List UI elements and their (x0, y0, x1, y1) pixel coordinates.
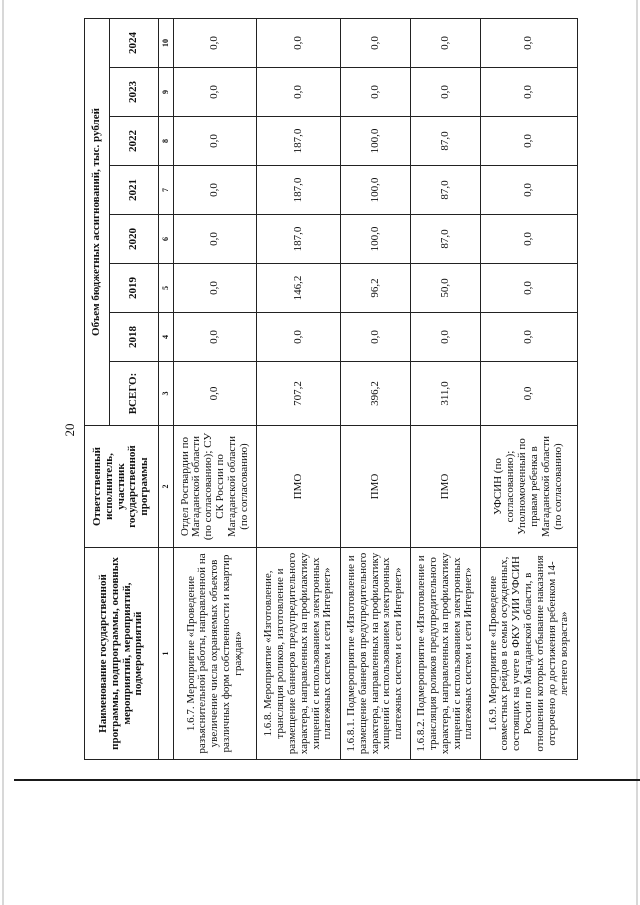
scan-edge-left (2, 0, 4, 905)
column-number: 2 (159, 426, 174, 548)
table-row (257, 18, 340, 759)
table-row (411, 18, 481, 759)
value-cell: 87,0 (411, 117, 481, 166)
value-cell: 0,0 (481, 68, 578, 117)
value-cell: 0,0 (174, 313, 257, 362)
header-year: 2022 (110, 117, 159, 166)
value-cell: 0,0 (481, 18, 578, 67)
value-cell: 187,0 (257, 215, 340, 264)
column-number: 6 (159, 215, 174, 264)
value-cell: 50,0 (411, 264, 481, 313)
column-number: 10 (159, 18, 174, 67)
value-cell: 0,0 (174, 166, 257, 215)
value-total: 311,0 (411, 362, 481, 426)
value-cell: 0,0 (411, 68, 481, 117)
value-cell: 0,0 (481, 313, 578, 362)
column-number: 4 (159, 313, 174, 362)
value-cell: 0,0 (340, 313, 410, 362)
value-cell: 0,0 (174, 68, 257, 117)
value-cell: 187,0 (257, 117, 340, 166)
row-name: 1.6.9. Мероприятие «Проведение совместных рейдов в семьи осужденных, состоящих на учете в ФКУ УИИ УФСИН России по Магаданской области, в отношении которых отбывание наказания отсрочено до достижения ребенком 14-летнего возраста» (481, 548, 578, 760)
value-cell: 0,0 (340, 68, 410, 117)
row-executor: Отдел Росгвардии по Магаданской области (по согласованию); СУ СК России по Магаданской области (по согласованию) (174, 426, 257, 548)
value-total: 0,0 (174, 362, 257, 426)
value-cell: 187,0 (257, 166, 340, 215)
value-total: 707,2 (257, 362, 340, 426)
header-year: 2020 (110, 215, 159, 264)
table-row (481, 18, 578, 759)
value-cell: 0,0 (481, 264, 578, 313)
rotated-page (60, 20, 600, 760)
row-name: 1.6.8.1. Подмероприятие «Изготовление и размещение баннеров предупредительного характера, направленных на профилактику хищений с использованием электронных платежных систем и сети Интернет» (340, 548, 410, 760)
value-cell: 87,0 (411, 215, 481, 264)
row-name: 1.6.8. Мероприятие «Изготовление, трансляция роликов, изготовление и размещение баннеров предупредительного характера, направленных на профилактику хищений с использованием электронных платежных систем и сети Интернет» (257, 548, 340, 760)
header-year: 2018 (110, 313, 159, 362)
budget-table (84, 18, 578, 760)
value-cell: 0,0 (340, 18, 410, 67)
value-cell: 0,0 (174, 264, 257, 313)
column-number: 3 (159, 362, 174, 426)
header-executor: Ответственный исполнитель, участник государственной программы (85, 426, 159, 548)
value-cell: 0,0 (174, 215, 257, 264)
value-cell: 96,2 (340, 264, 410, 313)
value-cell: 0,0 (481, 166, 578, 215)
column-number: 1 (159, 548, 174, 760)
value-cell: 0,0 (257, 313, 340, 362)
header-year: 2019 (110, 264, 159, 313)
header-budget: Объем бюджетных ассигнований, тыс. рублей (85, 18, 110, 425)
value-cell: 0,0 (174, 117, 257, 166)
row-executor: ПМО (340, 426, 410, 548)
value-cell: 0,0 (481, 117, 578, 166)
row-executor: УФСИН (по согласованию); Уполномоченный по правам ребенка в Магаданской области (по согласованию) (481, 426, 578, 548)
value-cell: 100,0 (340, 215, 410, 264)
row-name: 1.6.8.2. Подмероприятие «Изготовление и трансляция роликов предупредительного характера, направленных на профилактику хищений с использованием электронных платежных систем и сети Интернет» (411, 548, 481, 760)
row-executor: ПМО (411, 426, 481, 548)
value-cell: 0,0 (411, 18, 481, 67)
row-name: 1.6.7. Мероприятие «Проведение разъяснительной работы, направленной на увеличение числа охраняемых объектов различных форм собственности и квартир граждан» (174, 548, 257, 760)
value-total: 0,0 (481, 362, 578, 426)
value-cell: 100,0 (340, 117, 410, 166)
table-row (340, 18, 410, 759)
scan-edge-right (636, 0, 638, 905)
page-bottom-rule (14, 779, 640, 781)
table-row (174, 18, 257, 759)
header-year: 2024 (110, 18, 159, 67)
value-cell: 0,0 (174, 18, 257, 67)
header-year: 2021 (110, 166, 159, 215)
value-total: 396,2 (340, 362, 410, 426)
header-total: ВСЕГО: (110, 362, 159, 426)
header-year: 2023 (110, 68, 159, 117)
value-cell: 0,0 (411, 313, 481, 362)
value-cell: 0,0 (257, 68, 340, 117)
row-executor: ПМО (257, 426, 340, 548)
value-cell: 87,0 (411, 166, 481, 215)
header-program-name: Наименование государственной программы, подпрограммы, основных мероприятий, мероприятий, подмероприятий (85, 548, 159, 760)
column-number: 5 (159, 264, 174, 313)
column-number: 9 (159, 68, 174, 117)
value-cell: 146,2 (257, 264, 340, 313)
page-number: 20 (62, 423, 77, 437)
value-cell: 100,0 (340, 166, 410, 215)
value-cell: 0,0 (257, 18, 340, 67)
column-number: 8 (159, 117, 174, 166)
value-cell: 0,0 (481, 215, 578, 264)
column-number: 7 (159, 166, 174, 215)
